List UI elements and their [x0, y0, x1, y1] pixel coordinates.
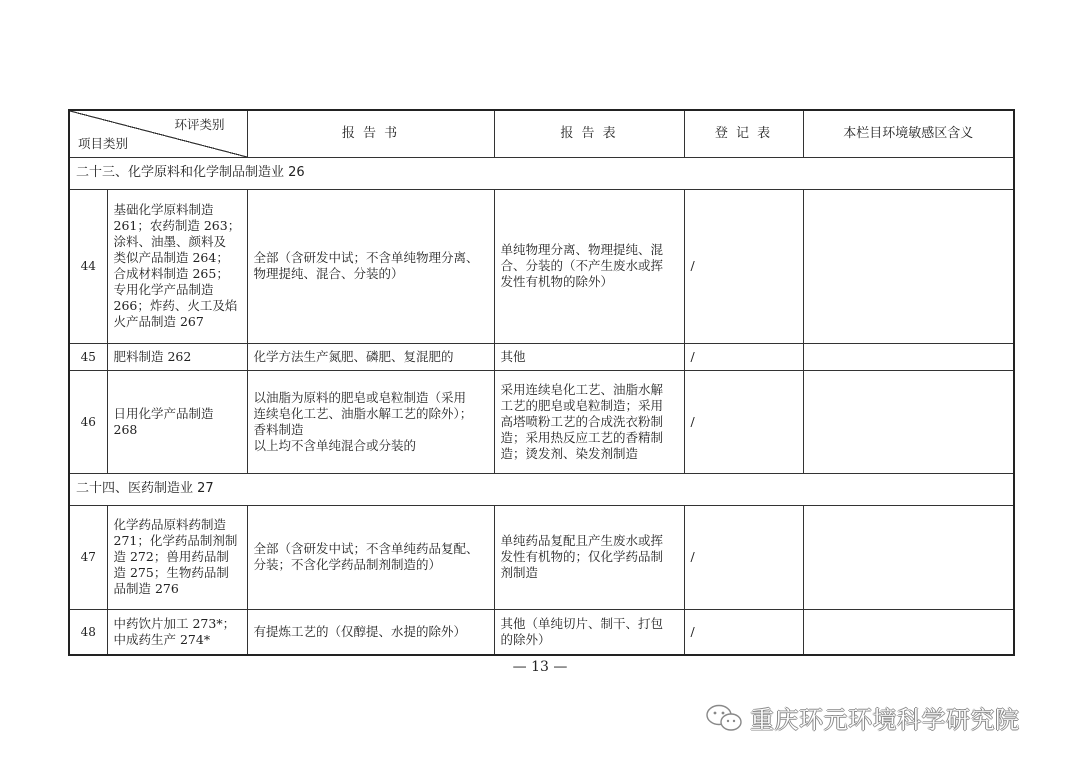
project-category-line: 268: [113, 421, 138, 437]
report-form-cell: [494, 609, 684, 655]
report-form-cell-line: 剂制造: [500, 565, 539, 580]
sensitive-area-cell: [803, 343, 1014, 370]
project-category-line: 266；炸药、火工及焰: [113, 298, 238, 313]
section-title: 二十三、化学原料和化学制品制造业 26: [69, 157, 1014, 189]
row-number: 44: [69, 189, 107, 343]
project-category-line: 肥料制造 262: [113, 348, 192, 364]
register-form-cell: /: [684, 505, 803, 609]
project-category-line: 造 275；生物药品制: [113, 565, 229, 580]
report-book-cell-line: 以上均不含单纯混合或分装的: [253, 437, 417, 453]
sensitive-area-cell: [803, 189, 1014, 343]
project-category-line: 造 272；兽用药品制: [113, 549, 229, 564]
sensitive-area-cell: [803, 370, 1014, 473]
project-category-line: 专用化学产品制造: [113, 282, 214, 297]
section-row: [69, 473, 1014, 505]
project-category-line: 261；农药制造 263；: [113, 218, 241, 233]
report-book-cell: [247, 343, 494, 370]
sensitive-area-cell: [803, 505, 1014, 609]
report-book-cell-line: 化学方法生产氮肥、磷肥、复混肥的: [253, 348, 454, 364]
report-form-cell-line: 其他: [500, 348, 526, 364]
section-row: [69, 157, 1014, 189]
report-form-cell: [494, 505, 684, 609]
report-form-cell-line: 发性有机物的除外）: [500, 274, 614, 289]
report-book-cell-line: 物理提纯、混合、分装的）: [253, 266, 404, 281]
section-title: 二十四、医药制造业 27: [69, 473, 1014, 505]
report-book-cell: [247, 189, 494, 343]
table-row: [69, 505, 1014, 609]
corner-header-cell: [69, 110, 247, 157]
project-category-line: 合成材料制造 265；: [113, 266, 229, 281]
project-category: [107, 609, 247, 655]
report-form-cell-line: 工艺的肥皂或皂粒制造；采用: [500, 397, 664, 413]
row-number: 48: [69, 609, 107, 655]
header-row: [69, 110, 1014, 157]
watermark: [704, 700, 1020, 735]
corner-bottom-label: 项目类别: [78, 135, 129, 151]
col-header-form: 报 告 表: [494, 110, 684, 157]
report-book-cell-line: 全部（含研发中试；不含单纯药品复配、: [253, 541, 479, 556]
report-form-cell: [494, 343, 684, 370]
row-number: 45: [69, 343, 107, 370]
report-book-cell-line: 有提炼工艺的（仅醇提、水提的除外）: [253, 623, 467, 639]
classification-table: [68, 109, 1015, 656]
page-number: — 13 —: [512, 659, 568, 675]
project-category: [107, 189, 247, 343]
project-category: [107, 343, 247, 370]
corner-top-label: 环评类别: [174, 117, 225, 132]
project-category: [107, 370, 247, 473]
col-header-register: 登 记 表: [684, 110, 803, 157]
table-row: [69, 370, 1014, 473]
report-form-cell-line: 高塔喷粉工艺的合成洗衣粉制: [500, 413, 664, 429]
report-book-cell-line: 分装；不含化学药品制剂制造的）: [253, 557, 442, 572]
report-form-cell-line: 的除外）: [500, 631, 551, 647]
report-form-cell-line: 造；采用热反应工艺的香精制: [500, 429, 664, 445]
report-form-cell-line: 造；烫发剂、染发剂制造: [500, 445, 639, 461]
project-category-line: 品制造 276: [113, 581, 179, 596]
report-book-cell-line: 以油脂为原料的肥皂或皂粒制造（采用: [253, 389, 467, 405]
report-form-cell: [494, 189, 684, 343]
sensitive-area-cell: [803, 609, 1014, 655]
report-book-cell: [247, 609, 494, 655]
register-form-cell: /: [684, 189, 803, 343]
report-book-cell-line: 香料制造: [253, 421, 304, 437]
report-book-cell-line: 全部（含研发中试；不含单纯物理分离、: [253, 250, 479, 265]
report-form-cell-line: 合、分装的（不产生废水或挥: [500, 258, 664, 273]
project-category-line: 日用化学产品制造: [113, 405, 214, 421]
project-category-line: 火产品制造 267: [113, 314, 204, 329]
report-form-cell-line: 单纯物理分离、物理提纯、混: [500, 242, 664, 257]
project-category-line: 涂料、油墨、颜料及: [113, 234, 227, 249]
report-book-cell: [247, 370, 494, 473]
report-form-cell-line: 单纯药品复配且产生废水或挥: [500, 533, 664, 548]
report-form-cell: [494, 370, 684, 473]
report-book-cell-line: 连续皂化工艺、油脂水解工艺的除外）；: [253, 405, 473, 421]
col-header-sensitive: 本栏目环境敏感区含义: [803, 110, 1014, 157]
row-number: 46: [69, 370, 107, 473]
project-category-line: 类似产品制造 264；: [113, 250, 229, 265]
table-row: [69, 189, 1014, 343]
register-form-cell: /: [684, 343, 803, 370]
table-row: [69, 609, 1014, 655]
report-form-cell-line: 采用连续皂化工艺、油脂水解: [500, 381, 664, 397]
register-form-cell: /: [684, 609, 803, 655]
watermark-text: 重庆环元环境科学研究院: [750, 706, 1020, 734]
col-header-report: 报 告 书: [247, 110, 494, 157]
register-form-cell: /: [684, 370, 803, 473]
report-form-cell-line: 发性有机物的；仅化学药品制: [500, 549, 664, 564]
project-category-line: 271；化学药品制剂制: [113, 533, 238, 548]
wechat-icon: [704, 703, 744, 733]
report-book-cell: [247, 505, 494, 609]
row-number: 47: [69, 505, 107, 609]
project-category: [107, 505, 247, 609]
project-category-line: 中药饮片加工 273*；: [113, 615, 236, 631]
project-category-line: 中成药生产 274*: [113, 631, 211, 647]
table-row: [69, 343, 1014, 370]
project-category-line: 化学药品原料药制造: [113, 517, 227, 532]
project-category-line: 基础化学原料制造: [113, 202, 214, 217]
report-form-cell-line: 其他（单纯切片、制干、打包: [500, 615, 664, 631]
